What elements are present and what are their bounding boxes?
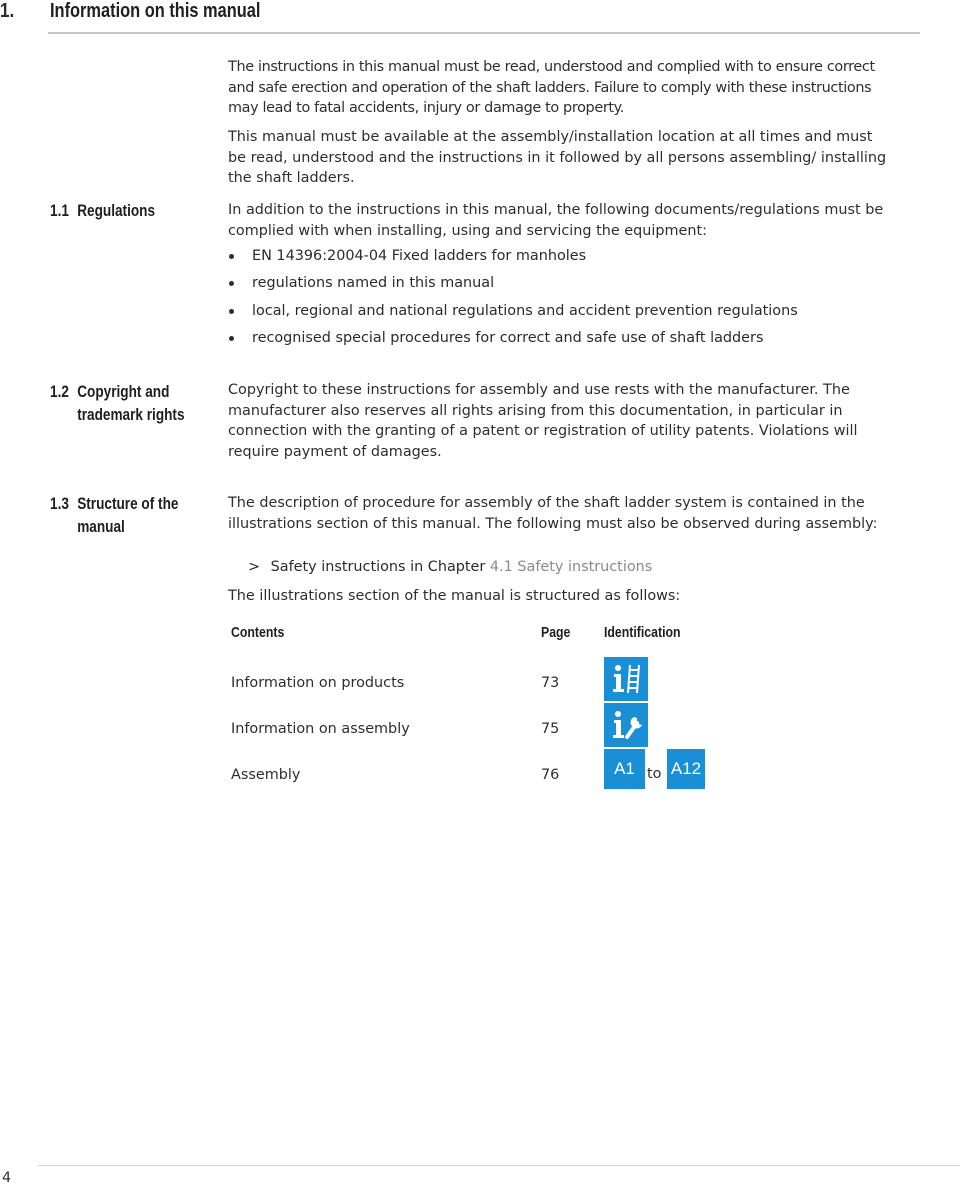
section-title-line-1: Structure of the xyxy=(77,494,179,513)
list-item: regulations named in this manual xyxy=(228,273,888,300)
reference-text: Safety instructions in Chapter xyxy=(270,559,486,575)
cross-reference xyxy=(248,557,652,577)
bullet-icon xyxy=(229,336,234,341)
structure-intro: The illustrations section of the manual is structured as follows: xyxy=(228,588,681,604)
footer-divider xyxy=(38,1165,960,1166)
chapter-title: Information on this manual xyxy=(50,0,261,22)
section-title-line-2: manual xyxy=(77,517,125,536)
section-heading-structure xyxy=(50,492,179,536)
range-separator: to xyxy=(647,766,662,782)
intro-paragraph-1: The instructions in this manual must be read, understood and complied with to ensure correct and safe erection and operation of the shaft ladders. Failure to comply with these instructions may lead to fatal accidents, injury or damage to property. xyxy=(228,59,875,117)
assembly-badge-end: A12 xyxy=(667,749,705,789)
column-header-page: Page xyxy=(541,624,571,641)
table-row-page: 75 xyxy=(541,721,560,737)
column-header-identification: Identification xyxy=(604,624,681,641)
table-row-contents: Information on assembly xyxy=(231,721,410,737)
intro-paragraph-2: This manual must be available at the assembly/installation location at all times and must be read, understood and the instructions in it followed by all persons assembling/ installing the shaft ladders. xyxy=(228,129,887,187)
section-number: 1.1 xyxy=(50,201,69,220)
section-title-line-2: trademark rights xyxy=(77,405,185,424)
bullet-icon xyxy=(229,309,234,314)
header-divider xyxy=(48,32,920,34)
assembly-badge-start: A1 xyxy=(604,749,645,789)
reference-link[interactable]: 4.1 Safety instructions xyxy=(489,559,653,575)
regulations-list xyxy=(228,246,888,355)
chapter-number: 1. xyxy=(0,0,15,22)
list-item: local, regional and national regulations and accident prevention regulations xyxy=(228,301,888,328)
section-number: 1.3 xyxy=(50,494,69,513)
section-number: 1.2 xyxy=(50,382,69,401)
info-ladder-icon xyxy=(604,657,648,701)
regulations-text: In addition to the instructions in this manual, the following documents/regulations must be complied with when installing, using and servicing the equipment: xyxy=(228,202,884,239)
page-number: 4 xyxy=(2,1170,12,1186)
bullet-icon xyxy=(229,281,234,286)
structure-text: The description of procedure for assembly of the shaft ladder system is contained in the illustrations section of this manual. The following must also be observed during assembly: xyxy=(228,495,878,532)
column-header-contents: Contents xyxy=(231,624,285,641)
copyright-text: Copyright to these instructions for assembly and use rests with the manufacturer. The manufacturer also reserves all rights arising from this documentation, in particular in connection with the granting of a patent or registration of utility patents. Violations will require payment of damages. xyxy=(228,382,858,460)
info-wrench-icon xyxy=(604,703,648,747)
list-item: EN 14396:2004-04 Fixed ladders for manholes xyxy=(228,246,888,273)
table-row-page: 73 xyxy=(541,675,560,691)
section-heading-regulations xyxy=(50,199,156,222)
section-heading-copyright xyxy=(50,380,185,424)
list-item: recognised special procedures for correct and safe use of shaft ladders xyxy=(228,328,888,355)
table-row-contents: Information on products xyxy=(231,675,405,691)
table-row-page: 76 xyxy=(541,767,560,783)
section-title: Regulations xyxy=(77,201,156,220)
arrow-icon: > xyxy=(248,559,261,575)
table-row-contents: Assembly xyxy=(231,767,301,783)
bullet-icon xyxy=(229,254,234,259)
section-title-line-1: Copyright and xyxy=(77,382,170,401)
